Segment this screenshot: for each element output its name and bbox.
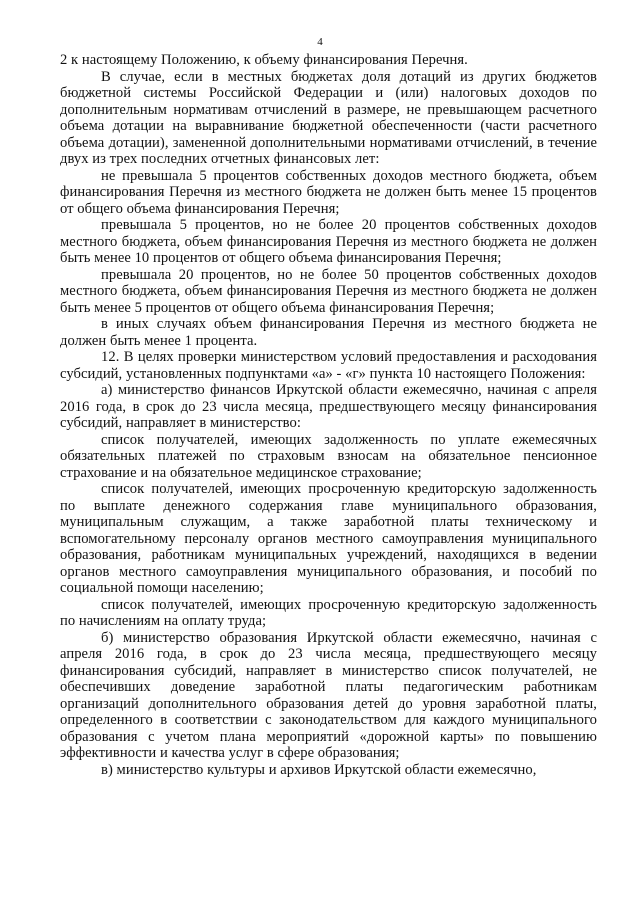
paragraph: не превышала 5 процентов собственных доходов местного бюджета, объем финансирования Перечня из местного бюджета не должен быть менее 15 процентов от общего объема финансирования Перечня; xyxy=(60,167,597,217)
paragraph: б) министерство образования Иркутской области ежемесячно, начиная с апреля 2016 года, в срок до 23 числа месяца, предшествующего месяцу финансирования субсидий, направляет в министерство список получателей, не обеспечивших доведение заработной платы педагогическим работникам организаций дополнительного образования детей до уровня заработной платы, определенного в соответствии с законодательством для каждого муниципального образования с учетом плана мероприятий «дорожной карты» по повышению эффективности и качества услуг в сфере образования; xyxy=(60,629,597,761)
paragraph: в иных случаях объем финансирования Перечня из местного бюджета не должен быть менее 1 процента. xyxy=(60,316,597,349)
paragraph: список получателей, имеющих задолженность по уплате ежемесячных обязательных платежей по страховым взносам на обязательное пенсионное страхование и на обязательное медицинское страхование; xyxy=(60,431,597,481)
paragraph: 12. В целях проверки министерством условий предоставления и расходования субсидий, установленных подпунктами «а» - «г» пункта 10 настоящего Положения: xyxy=(60,349,597,382)
paragraph: список получателей, имеющих просроченную кредиторскую задолженность по начислениям на оплату труда; xyxy=(60,596,597,629)
paragraph: превышала 20 процентов, но не более 50 процентов собственных доходов местного бюджета, объем финансирования Перечня из местного бюджета не должен быть менее 5 процентов от общего объема финансирования Перечня; xyxy=(60,266,597,316)
paragraph: 2 к настоящему Положению, к объему финансирования Перечня. xyxy=(60,52,468,68)
paragraph: а) министерство финансов Иркутской области ежемесячно, начиная с апреля 2016 года, в срок до 23 числа месяца, предшествующего месяцу финансирования субсидий, направляет в министерство: xyxy=(60,382,597,431)
paragraph: в) министерство культуры и архивов Иркутской области ежемесячно, xyxy=(101,761,537,778)
document-body xyxy=(60,52,597,778)
page-number: 4 xyxy=(317,36,323,48)
paragraph: В случае, если в местных бюджетах доля дотаций из других бюджетов бюджетной системы Российской Федерации и (или) налоговых доходов по дополнительным нормативам отчислений в размере, не превышающем расчетного объема дотации на выравнивание бюджетной обеспеченности (части расчетного объема дотации), замененной дополнительными нормативами отчислений, в течение двух из трех последних отчетных финансовых лет: xyxy=(60,68,597,167)
paragraph: превышала 5 процентов, но не более 20 процентов собственных доходов местного бюджета, объем финансирования Перечня из местного бюджета не должен быть менее 10 процентов от общего объема финансирования Перечня; xyxy=(60,217,597,266)
paragraph: список получателей, имеющих просроченную кредиторскую задолженность по выплате денежного содержания главе муниципального образования, муниципальным служащим, а также заработной платы техническому и вспомогательному персоналу органов местного самоуправления муниципального образования, работникам муниципальных учреждений, находящихся в ведении органов местного самоуправления муниципального образования, и пособий по социальной помощи населению; xyxy=(60,481,597,596)
